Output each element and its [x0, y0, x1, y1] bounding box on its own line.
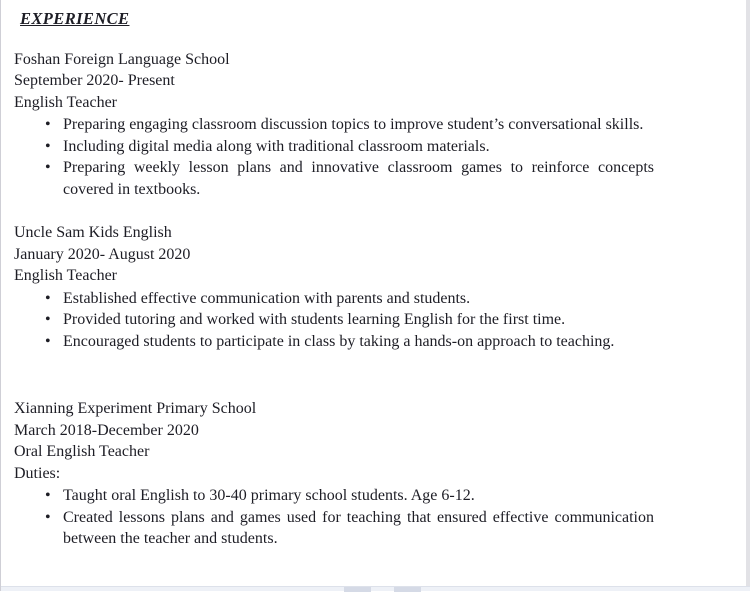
experience-heading: EXPERIENCE: [20, 9, 130, 28]
taskbar-top-edge: [1, 586, 750, 591]
job-title: Oral English Teacher: [14, 443, 150, 460]
bullet-item: • Provided tutoring and worked with students learning English for the first time.: [14, 309, 654, 331]
bullet-item: • Created lessons plans and games used for teaching that ensured effective communication between the teacher and students.: [14, 507, 654, 550]
bullet-list: [14, 114, 654, 200]
bullet-list: [14, 485, 654, 550]
document-page: [14, 8, 654, 550]
experience-entry-foshan: [14, 49, 654, 201]
organization-name: Foshan Foreign Language School: [14, 50, 230, 68]
bullet-item: • Established effective communication with parents and students.: [14, 288, 654, 310]
bullet-item: • Preparing weekly lesson plans and innovative classroom games to reinforce concepts covered in textbooks.: [14, 157, 654, 200]
organization-name: Uncle Sam Kids English: [14, 224, 172, 241]
experience-entry-uncle-sam: [14, 222, 654, 352]
bullet-item: • Taught oral English to 30-40 primary school students. Age 6-12.: [14, 485, 654, 507]
experience-entry-xianning: [14, 398, 654, 550]
duties-label: Duties:: [14, 464, 61, 482]
organization-name: Xianning Experiment Primary School: [14, 400, 257, 417]
bullet-item: • Encouraged students to participate in class by taking a hands-on approach to teaching.: [14, 331, 654, 353]
taskbar-button-stub[interactable]: [344, 587, 371, 592]
window-right-edge: [746, 0, 750, 591]
bullet-list: [14, 288, 654, 353]
job-title: English Teacher: [14, 267, 117, 284]
taskbar-button-stub[interactable]: [394, 587, 421, 592]
employment-dates: March 2018-December 2020: [14, 421, 199, 439]
job-title: English Teacher: [14, 93, 117, 111]
employment-dates: September 2020- Present: [14, 72, 175, 89]
bullet-item: • Preparing engaging classroom discussion topics to improve student’s conversational skills.: [14, 114, 654, 136]
bullet-item: • Including digital media along with traditional classroom materials.: [14, 136, 654, 158]
employment-dates: January 2020- August 2020: [14, 245, 191, 263]
